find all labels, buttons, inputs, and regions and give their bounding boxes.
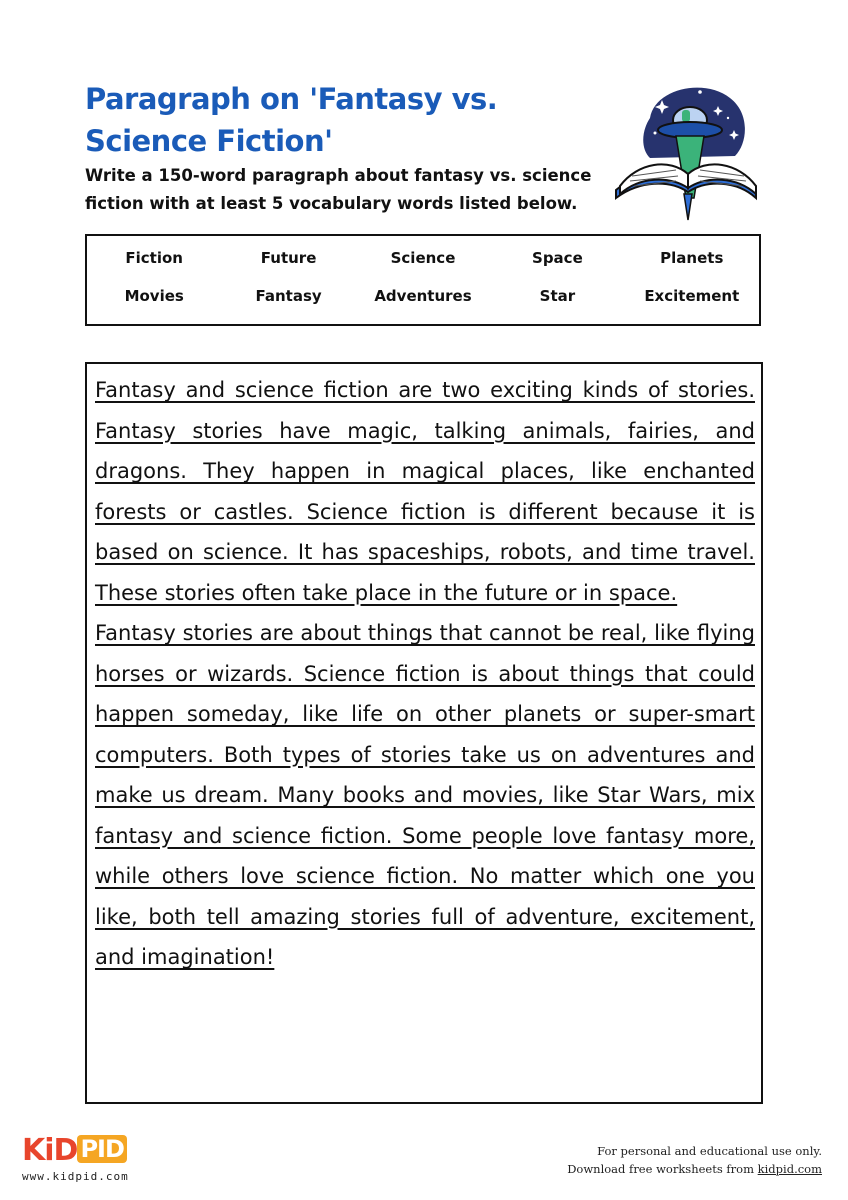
logo-suffix: PID — [77, 1135, 126, 1163]
vocabulary-box — [85, 234, 761, 326]
vocab-word: Planets — [660, 249, 724, 267]
paragraph-text — [95, 370, 755, 978]
vocab-word: Space — [532, 249, 583, 267]
instruction-text: Write a 150-word paragraph about fantasy vs. science fiction with at least 5 vocabulary words listed below. — [85, 166, 592, 213]
logo-prefix: KiD — [22, 1133, 78, 1168]
footer-notice — [567, 1142, 822, 1178]
vocab-word: Future — [260, 249, 317, 267]
logo-url: www.kidpid.com — [22, 1170, 129, 1183]
paragraph-two: Fantasy stories are about things that cannot be real, like flying horses or wizards. Science fiction is about things that could happen someday, like life on other planets or super-smart computers. Both types of stories take us on adventures and make us dream. Many books and movies, like Star Wars, mix fantasy and science fiction. Some people love fantasy more, while others love science fiction. No matter which one you like, both tell amazing stories full of adventure, excitement, and imagination! — [95, 621, 755, 969]
vocab-word: Fiction — [125, 249, 183, 267]
vocab-word: Star — [539, 287, 576, 305]
footer-line-1: For personal and educational use only. — [597, 1144, 822, 1158]
vocab-word: Excitement — [644, 287, 740, 305]
footer-line-2 — [567, 1160, 822, 1178]
paragraph-box — [85, 362, 763, 1104]
vocab-word: Fantasy — [255, 287, 322, 305]
vocab-word: Science — [390, 249, 456, 267]
vocab-word: Movies — [124, 287, 184, 305]
footer-link[interactable]: kidpid.com — [757, 1162, 822, 1176]
kidpid-logo — [22, 1132, 127, 1168]
vocab-word: Adventures — [374, 287, 472, 305]
page-title: Paragraph on 'Fantasy vs. Science Fiction' — [85, 82, 498, 158]
paragraph-one: Fantasy and science fiction are two exciting kinds of stories. Fantasy stories have magic, talking animals, fairies, and dragons. They happen in magical places, like enchanted forests or castles. Science fiction is different because it is based on science. It has spaceships, robots, and time travel. These stories often take place in the future or in space. — [95, 378, 755, 605]
vocabulary-grid — [87, 246, 759, 308]
book-ufo-illustration — [610, 78, 760, 228]
footer-line-2-prefix: Download free worksheets from — [567, 1162, 758, 1176]
